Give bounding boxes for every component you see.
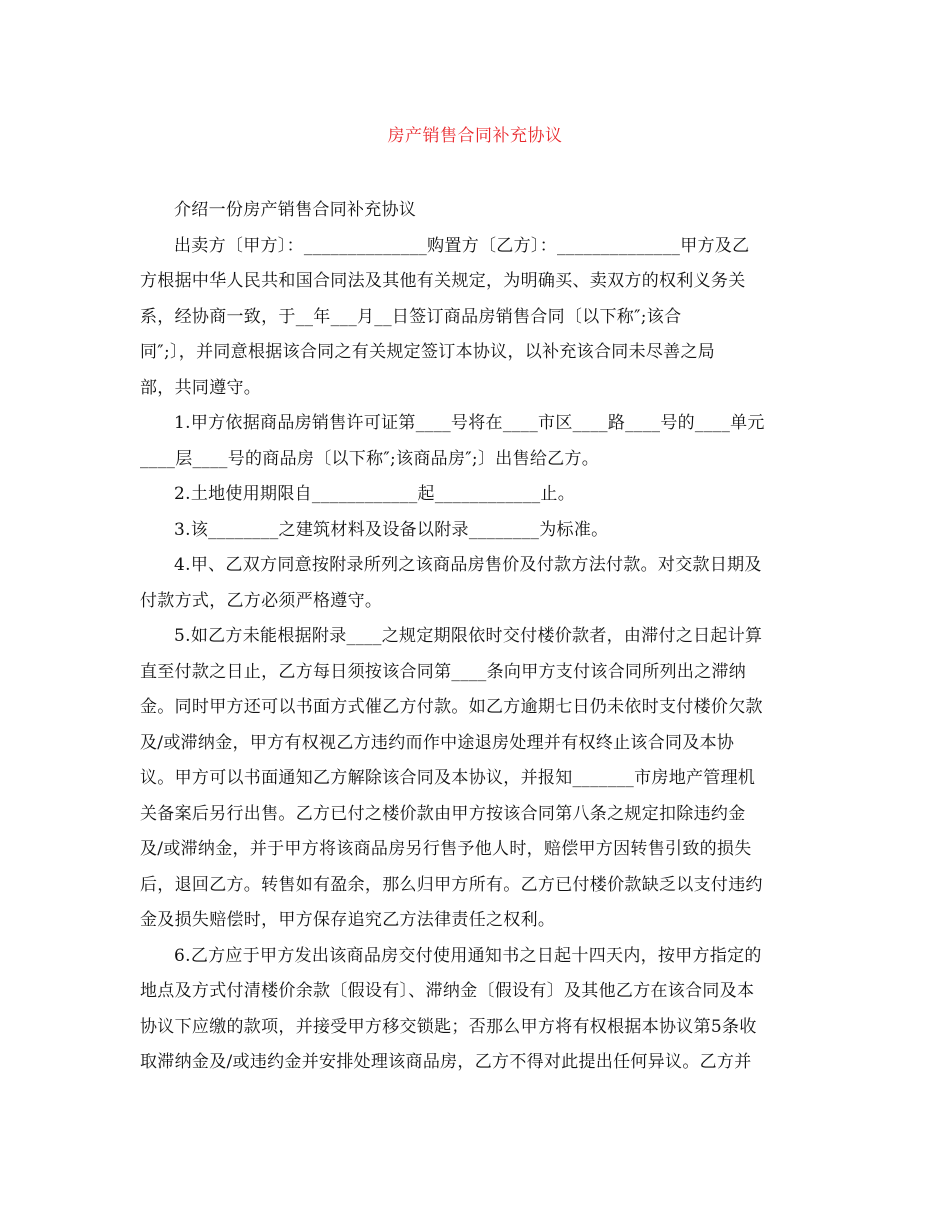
text-line: 取滞纳金及/或违约金并安排处理该商品房，乙方不得对此提出任何异议。乙方并 bbox=[140, 1052, 752, 1072]
text-line: 及/或滞纳金，并于甲方将该商品房另行售予他人时，赔偿甲方因转售引致的损失 bbox=[140, 839, 752, 859]
text-line: 协议下应缴的款项，并接受甲方移交锁匙；否那么甲方将有权根据本协议第5条收 bbox=[140, 1016, 757, 1037]
document-title: 房产销售合同补充协议 bbox=[387, 126, 563, 146]
text-line: 4.甲、乙双方同意按附录所列之该商品房售价及付款方法付款。对交款日期及 bbox=[174, 555, 762, 575]
text-line: 同″;〕，并同意根据该合同之有关规定签订本协议，以补充该合同未尽善之局 bbox=[140, 342, 716, 362]
text-line: 付款方式，乙方必须严格遵守。 bbox=[140, 590, 383, 611]
text-line: 金。同时甲方还可以书面方式催乙方付款。如乙方逾期七日仍未依时支付楼价欠款 bbox=[140, 697, 763, 717]
text-line: 部，共同遵守。 bbox=[140, 377, 262, 398]
text-line: 6.乙方应于甲方发出该商品房交付使用通知书之日起十四天内，按甲方指定的 bbox=[174, 945, 762, 966]
text-line: 1.甲方依据商品房销售许可证第____号将在____市区____路____号的____单元 bbox=[174, 413, 765, 433]
text-line: 系，经协商一致，于__年___月__日签订商品房销售合同〔以下称″;该合 bbox=[140, 306, 682, 327]
text-line: 及/或滞纳金，甲方有权视乙方违约而作中途退房处理并有权终止该合同及本协 bbox=[140, 732, 735, 753]
text-line: 2.土地使用期限自____________起____________止。 bbox=[174, 484, 576, 504]
text-line: 地点及方式付清楼价余款〔假设有〕、滞纳金〔假设有〕及其他乙方在该合同及本 bbox=[140, 981, 755, 1001]
text-line: 介绍一份房产销售合同补充协议 bbox=[174, 200, 417, 220]
text-line: 5.如乙方未能根据附录____之规定期限依时交付楼价款者，由滞付之日起计算 bbox=[174, 626, 763, 646]
text-line: 议。甲方可以书面通知乙方解除该合同及本协议，并报知_______市房地产管理机 bbox=[140, 768, 756, 788]
text-line: 出卖方〔甲方〕：______________购置方〔乙方〕：______________甲方及乙 bbox=[174, 235, 750, 256]
text-line: 3.该________之建筑材料及设备以附录________为标准。 bbox=[174, 519, 609, 540]
document-body bbox=[140, 193, 812, 1081]
text-line: 金及损失赔偿时，甲方保存追究乙方法律责任之权利。 bbox=[140, 910, 556, 930]
text-line: 关备案后另行出售。乙方已付之楼价款由甲方按该合同第八条之规定扣除违约金 bbox=[140, 803, 746, 824]
text-line: ____层____号的商品房〔以下称″;该商品房″;〕出售给乙方。 bbox=[140, 448, 600, 469]
text-line: 后，退回乙方。转售如有盈余，那么归甲方所有。乙方已付楼价款缺乏以支付违约 bbox=[140, 874, 763, 895]
text-line: 方根据中华人民共和国合同法及其他有关规定，为明确买、卖双方的权利义务关 bbox=[140, 271, 746, 291]
text-line: 直至付款之日止，乙方每日须按该合同第____条向甲方支付该合同所列出之滞纳 bbox=[140, 661, 747, 682]
